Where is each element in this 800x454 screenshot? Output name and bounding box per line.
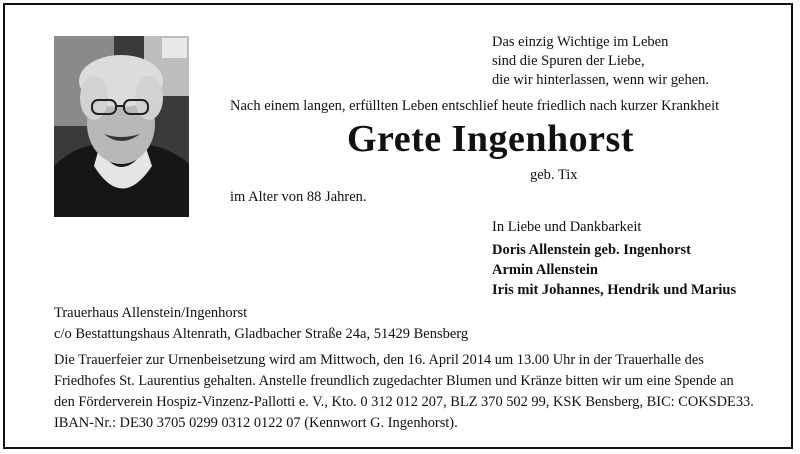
quote-line: die wir hinterlassen, wenn wir gehen.	[492, 72, 710, 88]
address-line: Trauerhaus Allenstein/Ingenhorst	[54, 305, 248, 321]
portrait-photo	[54, 36, 189, 217]
portrait-image	[54, 36, 189, 217]
birth-name: geb. Tix	[530, 167, 578, 183]
quote-line: Das einzig Wichtige im Leben	[492, 34, 669, 50]
deceased-name: Grete Ingenhorst	[347, 118, 634, 160]
intro-text: Nach einem langen, erfüllten Leben entschlief heute friedlich nach kurzer Krankheit	[230, 98, 720, 114]
address-line: c/o Bestattungshaus Altenrath, Gladbacher Straße 24a, 51429 Bensberg	[54, 326, 469, 342]
quote-line: sind die Spuren der Liebe,	[492, 53, 645, 69]
mourner-name: Armin Allenstein	[492, 262, 598, 278]
mourning-house-address	[54, 303, 468, 345]
mourner-name: Iris mit Johannes, Hendrik und Marius	[492, 282, 737, 298]
notice-line: Friedhofes St. Laurentius gehalten. Anstelle freundlich zugedachter Blumen und Kränze bitten wir um eine Spende an	[54, 373, 734, 389]
mourner-name: Doris Allenstein geb. Ingenhorst	[492, 242, 691, 258]
mourners-heading: In Liebe und Dankbarkeit	[492, 219, 642, 235]
notice-line: den Förderverein Hospiz-Vinzenz-Pallotti e. V., Kto. 0 312 012 207, BLZ 370 502 99, KSK Bensberg, BIC: COKSDE33.	[54, 394, 754, 410]
age-line: im Alter von 88 Jahren.	[230, 189, 367, 205]
funeral-notice	[54, 350, 754, 434]
notice-line: Die Trauerfeier zur Urnenbeisetzung wird am Mittwoch, den 16. April 2014 um 13.00 Uhr in der Trauerhalle des	[54, 352, 704, 368]
notice-line: IBAN-Nr.: DE30 3705 0299 0312 0122 07 (Kennwort G. Ingenhorst).	[54, 415, 458, 431]
mourners-list	[492, 240, 736, 300]
memorial-quote	[492, 33, 709, 90]
